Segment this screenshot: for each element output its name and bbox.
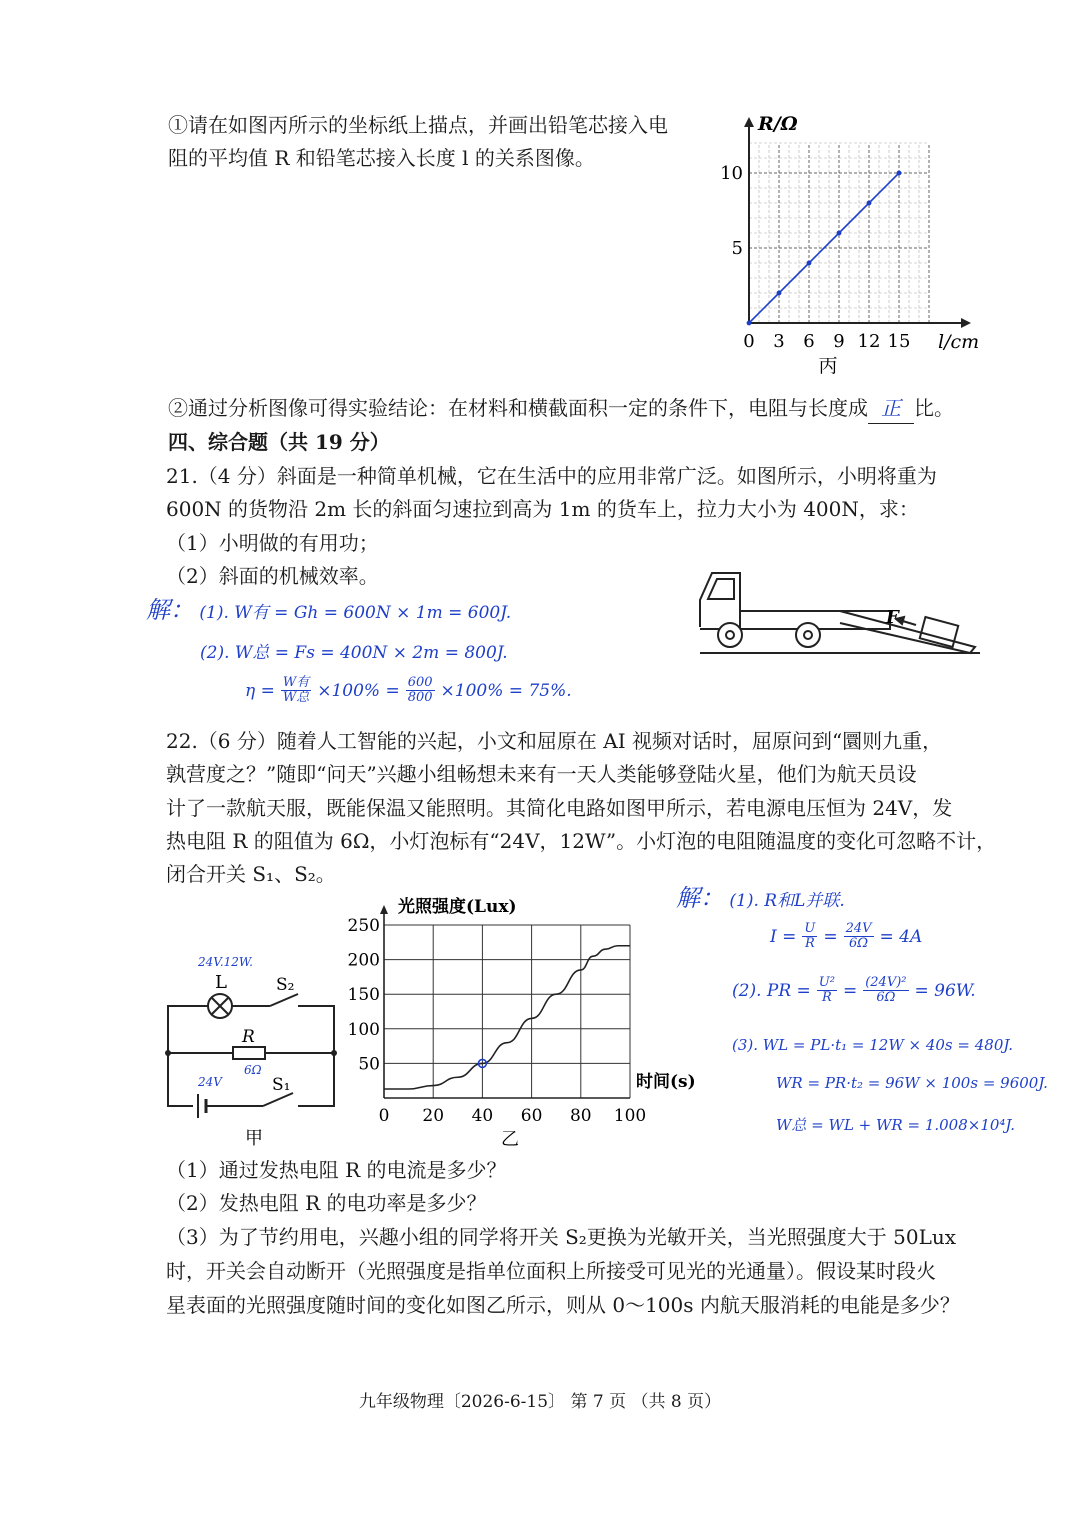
bing-data-point bbox=[777, 291, 782, 296]
q22-hw-l3-eq: = bbox=[842, 980, 858, 1001]
hw-source-label: 24V bbox=[198, 1075, 222, 1089]
yi-series bbox=[384, 946, 630, 1089]
truck-window bbox=[708, 579, 734, 599]
q22-hw-l2-num: U bbox=[804, 921, 816, 936]
yi-ticks bbox=[348, 916, 647, 1126]
s1-label: S₁ bbox=[272, 1075, 291, 1095]
bing-x-tick-label: 6 bbox=[803, 331, 815, 352]
q22-sub1: （1）通过发热电阻 R 的电流是多少？ bbox=[166, 1158, 507, 1182]
bing-data-point bbox=[807, 261, 812, 266]
bing-x-tick-label: 3 bbox=[773, 331, 785, 352]
bing-x-tick-label: 15 bbox=[887, 331, 911, 352]
q22-hw-l2-eq: = bbox=[823, 926, 838, 947]
q22-hw-l4: (3). WL = PL·t₁ = 12W × 40s = 480J. bbox=[732, 1036, 1013, 1054]
yi-xlabel: 时间(s) bbox=[636, 1072, 696, 1092]
q21-hw-l2: (2). W总 = Fs = 400N × 2m = 800J. bbox=[200, 643, 508, 663]
q22-hw-head bbox=[676, 878, 845, 913]
q22-sub3-l1: （3）为了节约用电，兴趣小组的同学将开关 S₂更换为光敏开关，当光照强度大于 50Lux bbox=[166, 1225, 957, 1249]
q21-hw-frac1-num: W有 bbox=[282, 675, 310, 690]
bing-data-point bbox=[747, 321, 752, 326]
truck-wheel-rear bbox=[796, 623, 820, 647]
bing-x-tick-label: 0 bbox=[743, 331, 755, 352]
wire-top-right bbox=[298, 1006, 334, 1106]
ramp bbox=[840, 611, 975, 653]
r-label: R bbox=[242, 1027, 255, 1047]
q22-hw-l3-frac2 bbox=[863, 976, 908, 1005]
yi-y-tick-label: 100 bbox=[347, 1019, 380, 1040]
q22-hw-l3-num2: (24V)² bbox=[865, 975, 907, 990]
q22-hw-l1: (1). R和L并联. bbox=[729, 891, 845, 911]
q22-line3: 计了一款航天服，既能保温又能照明。其简化电路如图甲所示，若电源电压恒为 24V，发 bbox=[166, 796, 953, 820]
bing-x-arrow bbox=[961, 318, 971, 328]
q22-hw-l2-frac1 bbox=[802, 922, 817, 951]
truck-figure bbox=[690, 565, 990, 670]
q20-item1: ①请在如图丙所示的坐标纸上描点，并画出铅笔芯接入电 bbox=[168, 113, 668, 137]
q22-hw-l3-den2: 6Ω bbox=[876, 990, 896, 1005]
q21-hw-mid: ×100% = bbox=[317, 680, 400, 701]
yi-x-tick-label: 20 bbox=[422, 1106, 445, 1126]
truck-wheel-front bbox=[718, 623, 742, 647]
bing-y-tick-label: 5 bbox=[731, 238, 743, 259]
circuit-caption: 甲 bbox=[245, 1128, 263, 1149]
q21-hw-l3 bbox=[245, 676, 572, 705]
yi-x-tick-label: 60 bbox=[520, 1106, 543, 1126]
yi-y-tick-label: 50 bbox=[358, 1054, 380, 1075]
q22-hw-l3-end: = 96W. bbox=[914, 980, 976, 1001]
hw-lamp-label: 24V.12W. bbox=[198, 955, 253, 969]
q22-hw-l5: WR = PR·t₂ = 96W × 100s = 9600J. bbox=[776, 1074, 1048, 1092]
q22-hw-l2-lhs: I = bbox=[770, 926, 797, 947]
page-footer: 九年级物理〔2026-6-15〕 第 7 页 （共 8 页） bbox=[358, 1392, 722, 1412]
wire-top-left bbox=[168, 1006, 208, 1106]
bing-y-arrow bbox=[744, 117, 754, 127]
lamp-label: L bbox=[215, 972, 227, 993]
q20-item2-post: 比。 bbox=[914, 396, 954, 420]
q21-sub1: （1）小明做的有用功； bbox=[166, 531, 379, 555]
q22-hw-l2-num2: 24V bbox=[845, 921, 872, 936]
q22-hw-l2-den2: 6Ω bbox=[849, 936, 869, 951]
q21-hw-frac2 bbox=[406, 676, 435, 705]
q22-hw-l2-end: = 4A bbox=[879, 926, 923, 947]
q22-hw-l6: W总 = WL + WR = 1.008×10⁴J. bbox=[776, 1116, 1016, 1134]
yi-ylabel: 光照强度(Lux) bbox=[398, 897, 517, 917]
yi-y-arrow bbox=[380, 905, 388, 914]
q21-hw-l1: (1). W有 = Gh = 600N × 1m = 600J. bbox=[199, 603, 512, 623]
q20-item2-pre: ②通过分析图像可得实验结论：在材料和横截面积一定的条件下，电阻与长度成 bbox=[168, 396, 868, 420]
yi-x-tick-label: 100 bbox=[613, 1106, 647, 1126]
q20-item2 bbox=[168, 393, 954, 424]
bing-data-point bbox=[867, 201, 872, 206]
q22-hw-l3-num: U² bbox=[818, 975, 835, 990]
q21-hw-end: ×100% = 75%. bbox=[440, 680, 572, 701]
bing-axes bbox=[744, 117, 971, 328]
q21-hw-frac1-den: W总 bbox=[282, 690, 310, 705]
q22-hw-l2-den: R bbox=[804, 936, 815, 951]
q21-line2: 600N 的货物沿 2m 长的斜面匀速拉到高为 1m 的货车上，拉力大小为 400N，求： bbox=[166, 497, 919, 521]
bing-ylabel: R/Ω bbox=[758, 113, 798, 135]
q22-hw-l3-den: R bbox=[821, 990, 832, 1005]
switch-s2 bbox=[270, 994, 298, 1006]
q20-item2-answer: 正 bbox=[868, 393, 914, 424]
q22-line2: 孰营度之？”随即“问天”兴趣小组畅想未来有一天人类能够登陆火星，他们为航天员设 bbox=[166, 762, 917, 786]
bing-data-point bbox=[837, 231, 842, 236]
yi-x-tick-label: 40 bbox=[471, 1106, 494, 1126]
q22-line4: 热电阻 R 的阻值为 6Ω，小灯泡标有“24V，12W”。小灯泡的电阻随温度的变化可忽略不计， bbox=[166, 829, 997, 853]
q21-hw-frac1 bbox=[281, 676, 311, 705]
force-label: F bbox=[886, 607, 899, 628]
q22-hw-jie: 解： bbox=[676, 884, 724, 912]
q21-sub2: （2）斜面的机械效率。 bbox=[166, 564, 379, 588]
q22-hw-l3-lhs: (2). PR = bbox=[732, 980, 811, 1001]
q22-hw-l3 bbox=[732, 976, 976, 1005]
bing-x-tick-label: 12 bbox=[857, 331, 881, 352]
q21-hw-frac2-den: 800 bbox=[407, 690, 433, 705]
chart-bing bbox=[712, 108, 982, 388]
yi-grid bbox=[380, 905, 630, 1098]
q22-line5: 闭合开关 S₁、S₂。 bbox=[166, 862, 336, 886]
q21-hw bbox=[146, 590, 511, 625]
q22-hw-l2-frac2 bbox=[844, 922, 874, 951]
yi-y-tick-label: 150 bbox=[347, 985, 380, 1006]
yi-y-tick-label: 250 bbox=[347, 916, 380, 936]
q22-sub2: （2）发热电阻 R 的电功率是多少？ bbox=[166, 1191, 487, 1215]
chart-yi bbox=[347, 890, 712, 1152]
yi-x-tick-label: 80 bbox=[569, 1106, 592, 1126]
q22-hw-l3-frac1 bbox=[817, 976, 837, 1005]
yi-x-tick-label: 0 bbox=[378, 1106, 390, 1126]
bing-y-tick-label: 10 bbox=[720, 163, 743, 184]
bing-caption: 丙 bbox=[818, 355, 838, 377]
yi-caption: 乙 bbox=[501, 1129, 519, 1150]
q22-sub3-l3: 星表面的光照强度随时间的变化如图乙所示，则从 0～100s 内航天服消耗的电能是多少？ bbox=[166, 1293, 960, 1317]
s2-label: S₂ bbox=[276, 975, 295, 995]
section4-title: 四、综合题（共 19 分） bbox=[168, 430, 390, 454]
yi-series-line bbox=[384, 946, 630, 1089]
q22-line1: 22.（6 分）随着人工智能的兴起，小文和屈原在 AI 视频对话时，屈原问到“圜则九重， bbox=[166, 729, 943, 753]
hw-r-label: 6Ω bbox=[244, 1063, 262, 1077]
q20-item1-cont: 阻的平均值 R 和铅笔芯接入长度 l 的关系图像。 bbox=[168, 146, 595, 170]
q21-hw-frac2-num: 600 bbox=[407, 675, 433, 690]
yi-y-tick-label: 200 bbox=[347, 950, 380, 971]
q21-hw-jie: 解： bbox=[146, 596, 194, 624]
q21-hw-eta: η = bbox=[245, 680, 275, 701]
circuit-figure bbox=[158, 948, 348, 1148]
q22-hw-l2 bbox=[770, 922, 922, 951]
resistor-symbol bbox=[233, 1047, 265, 1059]
q21-line1: 21.（4 分）斜面是一种简单机械，它在生活中的应用非常广泛。如图所示，小明将重为 bbox=[166, 464, 937, 488]
bing-data-point bbox=[897, 171, 902, 176]
bing-xlabel: l/cm bbox=[938, 331, 980, 353]
q22-sub3-l2: 时，开关会自动断开（光照强度是指单位面积上所接受可见光的光通量）。假设某时段火 bbox=[166, 1259, 936, 1283]
bing-x-tick-label: 9 bbox=[833, 331, 845, 352]
